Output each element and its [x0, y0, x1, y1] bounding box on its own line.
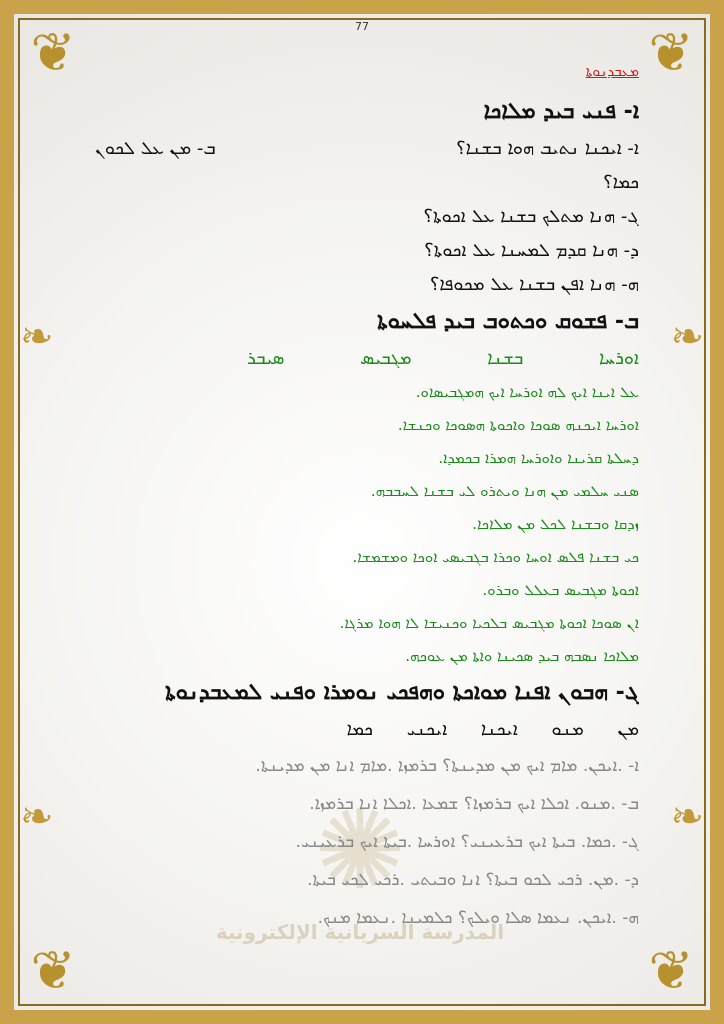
word-bank: [95, 342, 639, 376]
word-bank-item: ܐܘܪܚܐ: [599, 348, 639, 369]
ornament-side-icon: ❧: [20, 794, 54, 840]
question-word: ܟܡܐ: [346, 719, 373, 740]
sentence-line: ܐܢ ܣܘܟܐ ܐܟܘܬܐ ܡܓܒܝܣ ܒܠܟܝܐ ܘܟܢܝܫܐ ܠܐ ܗܘܐ ܡܪܓܐ.: [339, 614, 639, 632]
part-c-heading: ܓ- ܗܒܘܢ ܐܦܢܐ ܡܘܐܟܬܐ ܘܗܦܟܝ ܢܘܡܪܐ ܘܦܢܝ ܠܡܥܒܕܢܘܬܐ: [165, 680, 639, 705]
sentence-line: ܥܠ ܐܝܢܐ ܐܝܟ ܠܗ ܐܘܪܚܐ ܐܝܟ ܗܡܓܒܝܣܐܘ.: [415, 383, 639, 401]
question-text: ܒ- ܡܢ ܥܠ ܠܟܘܢ: [95, 138, 216, 159]
question-line: ܗ- ܗܢܐ ܐܦܢ ܒܫܢܐ ܥܠ ܡܟܘܦܐ؟: [429, 274, 639, 295]
word-bank-item: ܡܓܒܝܣ: [360, 348, 412, 369]
question-word-bank: [95, 713, 639, 747]
word-bank-item: ܣܝܒܪ: [246, 348, 285, 369]
answer-line: ܓ- .ܟܡܐ. ܒܝܬܐ ܐܝܟ ܒܪܥܝܢܝ؟ ܐܘܪܚܐ .ܒܝܬܐ ܐܝܟ ܒܪܥܝܢܝ.: [295, 832, 639, 852]
answer-line: ܐ- .ܐܝܟܢ. ܡܐܡ ܐܝܟ ܡܢ ܡܕܝܢܬܐ؟ ܒܪܡܙܐ .ܡܐܡ ܐܢܐ ܡܢ ܡܕܝܢܬܐ.: [255, 756, 639, 776]
ornament-side-icon: ❧: [20, 314, 54, 360]
part-a-heading: ܐ- ܦܢܝ ܒܝܕ ܡܠܐܟܐ: [483, 99, 639, 124]
ornament-side-icon: ❧: [670, 314, 704, 360]
sentence-line: ܡܠܐܟܐ ܢܣܒܗ ܒܝܕ ܣܟܝܢܐ ܘܐܬܐ ܡܢ ܥܘܟܗ.: [405, 647, 639, 665]
ornament-corner-icon: ❦: [30, 21, 76, 84]
question-line: [95, 132, 639, 166]
page-number: 77: [355, 20, 369, 33]
ornament-corner-icon: ❦: [648, 939, 694, 1002]
answer-line: ܒ- .ܡܢܘ. ܐܟܠܐ ܐܝܟ ܒܪܡܙܐ؟ ܫܡܥܐ .ܐܟܠܐ ܐܢܐ ܒܪܡܙܐ.: [309, 794, 639, 814]
sentence-line: ܟܝ ܒܫܢܐ ܦܠܣ ܐܘܚܐ ܘܟܪܐ ܒܓܒܝܣܝ ܐܘܟܐ ܘܡܫܡܫܐ.: [352, 548, 639, 566]
sentence-line: ܕܚܠܬܐ ܩܪܝܢܐ ܘܐܘܪܚܐ ܗܡܪܐ ܒܟܡܕܐ.: [438, 449, 639, 467]
watermark-emblem-icon: ✺: [313, 786, 407, 914]
sentence-line: ܐܟܘܬܐ ܡܓܒܝܣ ܒܥܠܠ ܘܒܪܘ.: [482, 581, 639, 599]
question-text: ܐ- ܐܝܟܢܐ ܢܬܝܒ ܗܘܐ ܒܫܢܐ؟: [456, 138, 639, 159]
answer-line: ܕ- .ܡܢ. ܪܟܝ ܠܟܘ ܒܝܬܐ؟ ܐܢܐ ܘܒܝܬܝ .ܪܟܝ ܠܟܝ ܒܝܬܐ.: [307, 870, 639, 890]
question-word: ܐܝܟܢܝ: [406, 719, 448, 740]
watermark-text: المدرسة السريانية الإلكترونية: [215, 920, 505, 944]
exercise-content: [95, 52, 639, 937]
question-word: ܡܢܘ: [551, 719, 584, 740]
answer-line: ܗ- .ܐܝܟܢ. ܢܥܡܐ ܣܠܐ ܘܝܠܟ؟ ܟܠܡܝܢܐ .ܢܥܡܐ ܡܢܟ.: [317, 908, 639, 928]
question-line: ܓ- ܗܢܐ ܡܬܠܟ ܒܫܢܐ ܥܠ ܐܟܘܬܐ؟: [423, 206, 639, 227]
part-b-heading: ܒ- ܦܫܘܩ ܘܟܬܘܒ ܒܝܕ ܦܠܚܘܬܐ: [377, 309, 639, 334]
word-bank-item: ܒܫܢܐ: [487, 348, 524, 369]
question-line: ܕ- ܗܢܐ ܩܕܡ ܠܡܚܢܐ ܥܠ ܐܟܘܬܐ؟: [424, 240, 639, 261]
ornament-side-icon: ❧: [670, 794, 704, 840]
question-word: ܡܢ: [617, 719, 639, 740]
sentence-line: ܐܘܪܚܐ ܐܝܟܢܗ ܣܘܟܐ ܘܐܟܘܬܐ ܗܣܘܟܐ ܘܟܢܫܐ.: [397, 416, 639, 434]
section-title: ܡܥܒܕܢܘܬܐ: [585, 64, 639, 80]
sentence-line: ܣܢܝ ܚܠܡܝ ܡܢ ܗܢܐ ܘܝܬܪܘ ܠܝ ܒܫܢܐ ܠܚܒܒܗ.: [370, 482, 639, 500]
question-line: ܟܡܐ؟: [603, 172, 639, 193]
ornament-corner-icon: ❦: [30, 939, 76, 1002]
question-word: ܐܝܟܢܐ: [480, 719, 518, 740]
ornament-corner-icon: ❦: [648, 21, 694, 84]
sentence-line: ܙܕܩܐ ܘܒܫܢܐ ܠܟܠ ܡܢ ܡܠܐܟܐ.: [472, 515, 639, 533]
